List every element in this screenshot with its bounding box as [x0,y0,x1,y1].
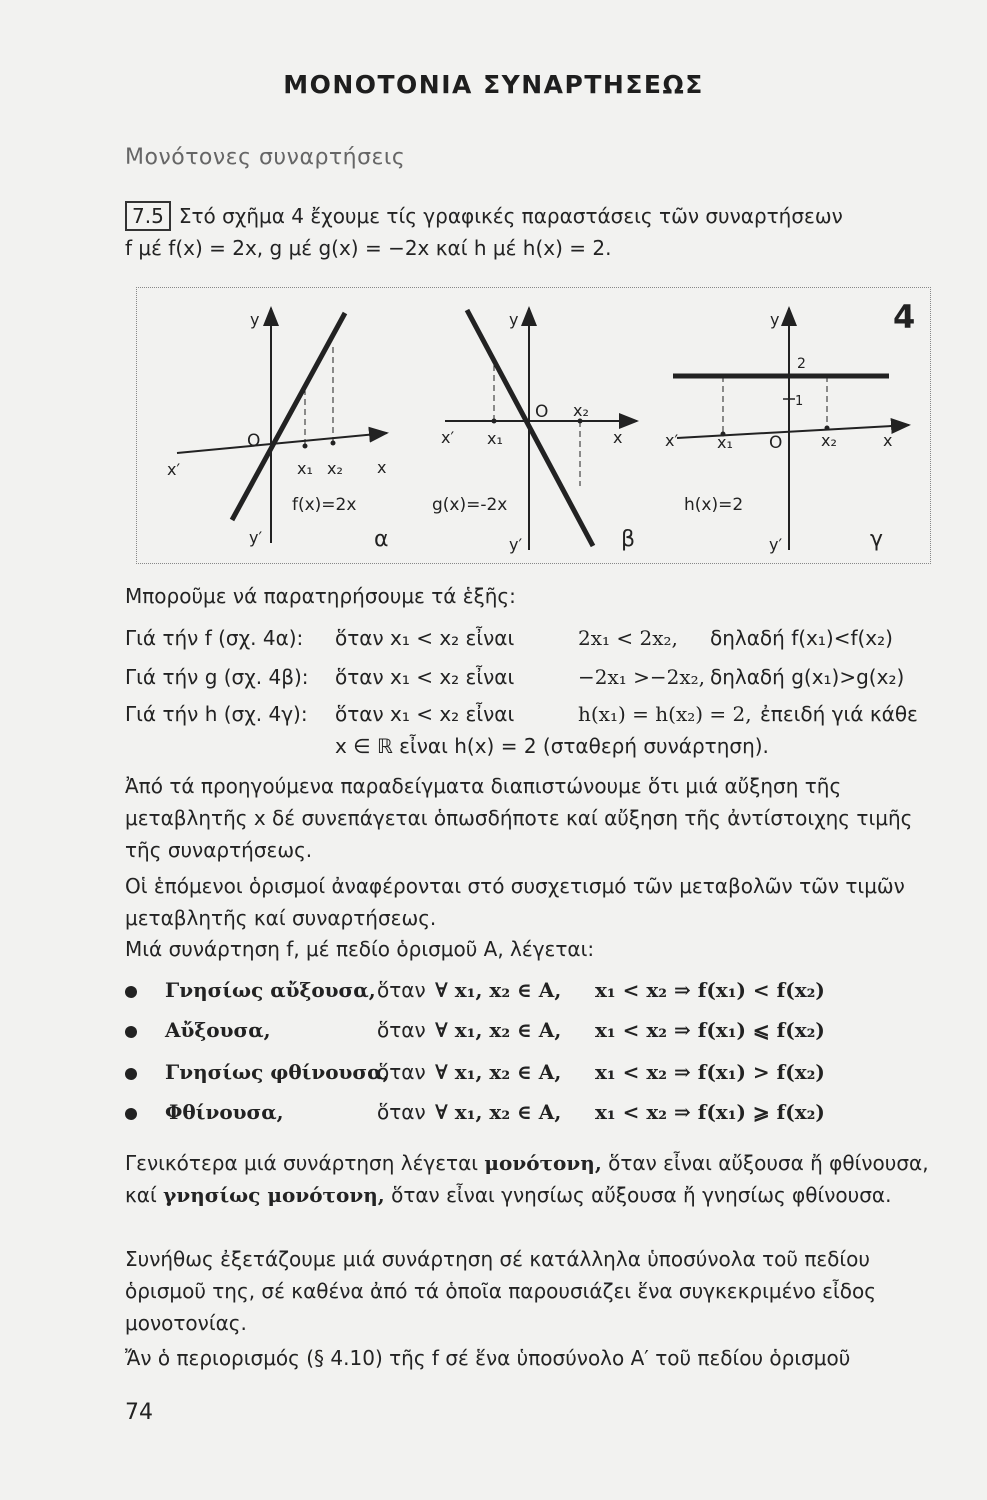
intro-paragraph [125,200,945,264]
page-number: 74 [125,1400,153,1425]
definition-increasing [125,1018,955,1048]
bullet [125,1068,137,1080]
paragraph-5: Συνήθως ἐξετάζουμε μιά συνάρτηση σέ κατάλληλα ὑποσύνολα τοῦ πεδίου ὁρισμοῦ της, σέ καθένα ἀπό τά ὁποῖα παρουσιάζει ἕνα συγκεκριμένο εἶδος μονοτονίας. [125,1247,876,1335]
page-title: ΜΟΝΟΤΟΝΙΑ ΣΥΝΑΡΤΗΣΕΩΣ [283,70,704,99]
intro-line-2: f μέ f(x) = 2x, g μέ g(x) = −2x καί h μέ h(x) = 2. [125,236,612,260]
case-middle: 2x₁ < 2x₂, [578,626,678,650]
bullet [125,986,137,998]
label-x1-beta: x₁ [487,429,503,448]
intro-line-1: Στό σχῆμα 4 ἔχουμε τίς γραφικές παραστάσεις τῶν συναρτήσεων [178,204,843,228]
case-result: δηλαδή f(x₁)<f(x₂) [710,626,893,650]
case-label: Γιά τήν f (σχ. 4α): [125,626,304,650]
definition-quantifier: ∀ x₁, x₂ ∈ A, [435,1100,562,1124]
term-monotone: μονότονη, [484,1151,602,1175]
tag-beta: β [621,527,636,552]
definition-name: Γνησίως φθίνουσα, [165,1060,390,1084]
definition-when: ὅταν [377,1018,426,1042]
label-o-gamma: O [769,433,783,453]
definition-relation: x₁ < x₂ ⇒ f(x₁) ⩾ f(x₂) [595,1100,825,1124]
case-result: ἐπειδή γιά κάθε [760,702,918,726]
paragraph-4-text-2: ὅταν εἶναι αὔξουσα ἤ φθίνουσα, καί [125,1151,929,1207]
paragraph-3: Μιά συνάρτηση f, μέ πεδίο ὁρισμοῦ A, λέγεται: [125,937,595,961]
label-2-gamma: 2 [797,356,806,372]
observe-line: Μποροῦμε νά παρατηρήσουμε τά ἑξῆς: [125,584,516,608]
paragraph-1: Ἀπό τά προηγούμενα παραδείγματα διαπιστώνουμε ὅτι μιά αὔξηση τῆς μεταβλητῆς x δέ συνεπάγεται ὁπωσδήποτε καί αὔξηση τῆς ἀντίστοιχης τιμῆς τῆς συναρτήσεως. [125,774,913,862]
definition-relation: x₁ < x₂ ⇒ f(x₁) < f(x₂) [595,978,825,1002]
definition-quantifier: ∀ x₁, x₂ ∈ A, [435,1018,562,1042]
case-result: δηλαδή g(x₁)>g(x₂) [710,665,905,689]
label-xp-alpha: x′ [167,460,181,479]
label-f-alpha: f(x)=2x [292,495,357,515]
definition-strictly-increasing [125,978,955,1008]
case-label: Γιά τήν h (σχ. 4γ): [125,702,308,726]
label-g-beta: g(x)=-2x [432,495,508,515]
label-x-gamma: x [883,431,893,450]
definition-when: ὅταν [377,1060,426,1084]
label-x2-alpha: x₂ [327,459,343,478]
graph-beta [432,308,637,554]
figure-number: 4 [893,298,916,336]
label-y-gamma: y [770,310,780,329]
label-o-alpha: O [247,431,261,451]
paragraph-number: 7.5 [125,201,171,231]
label-yp-alpha: y′ [249,528,263,547]
graph-gamma [665,308,909,554]
figure-4-graphs [137,288,930,563]
case-continuation: x ∈ ℝ εἶναι h(x) = 2 (σταθερή συνάρτηση). [335,734,769,758]
paragraph-4-text-3: ὅταν εἶναι γνησίως αὔξουσα ἤ γνησίως φθίνουσα. [384,1183,892,1207]
figure-4 [136,287,931,564]
definition-relation: x₁ < x₂ ⇒ f(x₁) ⩽ f(x₂) [595,1018,825,1042]
label-yp-gamma: y′ [769,535,783,554]
definition-name: Γνησίως αὔξουσα, [165,978,376,1002]
graph-alpha [167,308,389,552]
line-f [232,313,345,520]
paragraph-4 [125,1147,945,1211]
case-condition: ὅταν x₁ < x₂ εἶναι [335,702,515,726]
definition-when: ὅταν [377,1100,426,1124]
tag-alpha: α [374,527,389,552]
label-x1-gamma: x₁ [717,433,733,452]
definition-when: ὅταν [377,978,426,1002]
label-x-beta: x [613,428,623,447]
definition-name: Αὔξουσα, [165,1018,271,1042]
case-condition: ὅταν x₁ < x₂ εἶναι [335,626,515,650]
label-xp-gamma: x′ [665,431,679,450]
bullet [125,1026,137,1038]
x-axis-alpha [177,433,387,453]
label-xp-beta: x′ [441,428,455,447]
definition-quantifier: ∀ x₁, x₂ ∈ A, [435,978,562,1002]
definition-relation: x₁ < x₂ ⇒ f(x₁) > f(x₂) [595,1060,825,1084]
case-middle: h(x₁) = h(x₂) = 2, [578,702,752,726]
label-o-beta: O [535,402,549,422]
section-title: Μονότονες συναρτήσεις [125,145,406,170]
paragraph-2: Οἱ ἑπόμενοι ὁρισμοί ἀναφέρονται στό συσχετισμό τῶν μεταβολῶν τῶν τιμῶν μεταβλητῆς καί συναρτήσεως. [125,874,905,930]
paragraph-6: Ἄν ὁ περιορισμός (§ 4.10) τῆς f σέ ἕνα ὑποσύνολο A′ τοῦ πεδίου ὁρισμοῦ [125,1346,851,1370]
bullet [125,1108,137,1120]
definition-decreasing [125,1100,955,1130]
label-x2-beta: x₂ [573,401,589,420]
label-1-gamma: 1 [795,394,804,409]
case-condition: ὅταν x₁ < x₂ εἶναι [335,665,515,689]
label-x-alpha: x [377,458,387,477]
x-axis-gamma [677,425,909,438]
case-label: Γιά τήν g (σχ. 4β): [125,665,309,689]
definition-quantifier: ∀ x₁, x₂ ∈ A, [435,1060,562,1084]
label-y-alpha: y [250,310,260,329]
label-y-beta: y [509,310,519,329]
paragraph-4-text-1: Γενικότερα μιά συνάρτηση λέγεται [125,1151,485,1175]
definition-name: Φθίνουσα, [165,1100,284,1124]
label-x2-gamma: x₂ [821,431,837,450]
label-x1-alpha: x₁ [297,459,313,478]
label-h-gamma: h(x)=2 [684,495,744,515]
definition-strictly-decreasing [125,1060,955,1090]
case-middle: −2x₁ >−2x₂, [578,665,706,689]
tag-gamma: γ [870,527,884,552]
label-yp-beta: y′ [509,535,523,554]
term-strictly-monotone: γνησίως μονότονη, [163,1183,385,1207]
